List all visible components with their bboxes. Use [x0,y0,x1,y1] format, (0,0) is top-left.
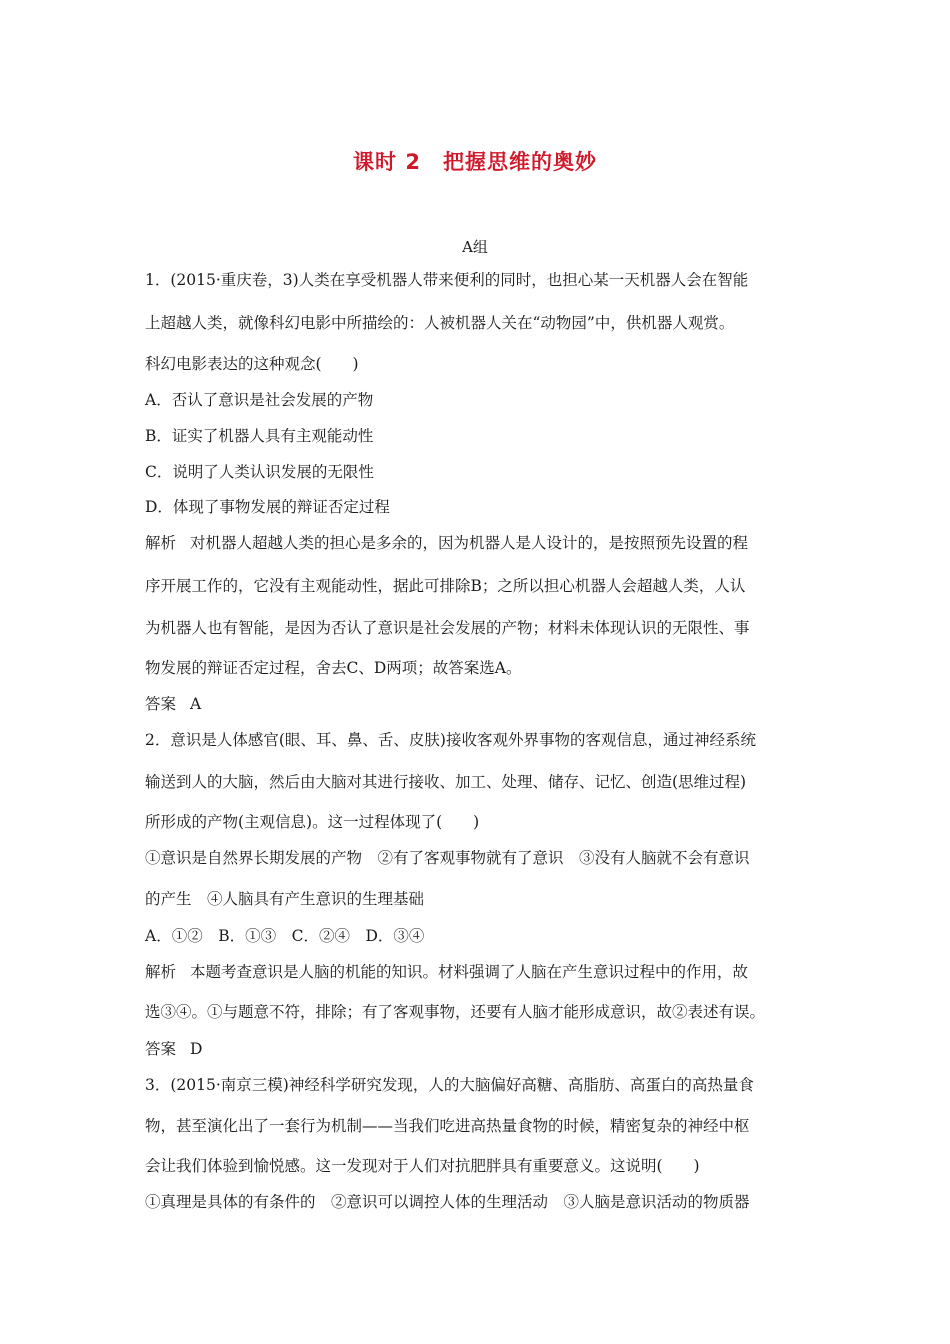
q3-item-line: ①真理是具体的有条件的 ②意识可以调控人体的生理活动 ③人脑是意识活动的物质器 [145,1193,750,1211]
page-title: 课时 2 把握思维的奥妙 [353,150,597,174]
q1-analysis-line: 序开展工作的，它没有主观能动性，据此可排除B；之所以担心机器人会超越人类，人认 [145,577,746,595]
q1-option-a: A．否认了意识是社会发展的产物 [145,391,374,409]
q1-analysis-line: 物发展的辩证否定过程，舍去C、D两项；故答案选A。 [145,659,522,677]
q3-stem-line: 3．(2015·南京三模)神经科学研究发现，人的大脑偏好高糖、高脂肪、高蛋白的高热量食 [145,1076,754,1094]
q1-option-b: B．证实了机器人具有主观能动性 [145,427,374,445]
q2-stem-line: 2．意识是人体感官(眼、耳、鼻、舌、皮肤)接收客观外界事物的客观信息，通过神经系统 [145,731,756,749]
q1-stem-line: 1．(2015·重庆卷，3)人类在享受机器人带来便利的同时，也担心某一天机器人会在智能 [145,271,749,289]
q3-stem-line: 会让我们体验到愉悦感。这一发现对于人们对抗肥胖具有重要意义。这说明( ) [145,1157,700,1175]
q2-stem-line: 所形成的产物(主观信息)。这一过程体现了( ) [145,813,480,831]
q2-options: A．①② B．①③ C．②④ D．③④ [145,927,425,945]
q1-option-c: C．说明了人类认识发展的无限性 [145,463,374,481]
analysis-label: 解析 [145,534,177,552]
q1-stem-line: 科幻电影表达的这种观念( ) [145,355,359,373]
q2-item-line: ①意识是自然界长期发展的产物 ②有了客观事物就有了意识 ③没有人脑就不会有意识 [145,849,750,867]
group-heading: A组 [462,238,488,256]
q2-analysis-line: 解析 本题考查意识是人脑的机能的知识。材料强调了人脑在产生意识过程中的作用，故 [145,963,749,981]
q1-option-d: D．体现了事物发展的辩证否定过程 [145,498,390,516]
q1-answer: 答案 A [145,695,202,713]
q3-stem-line: 物，甚至演化出了一套行为机制——当我们吃进高热量食物的时候，精密复杂的神经中枢 [145,1117,750,1135]
q1-stem-line: 上超越人类，就像科幻电影中所描绘的：人被机器人关在“动物园”中，供机器人观赏。 [145,314,735,332]
q1-analysis-line: 为机器人也有智能，是因为否认了意识是社会发展的产物；材料未体现认识的无限性、事 [145,619,750,637]
analysis-label: 解析 [145,963,177,981]
q2-answer: 答案 D [145,1040,203,1058]
q2-stem-line: 输送到人的大脑，然后由大脑对其进行接收、加工、处理、储存、记忆、创造(思维过程) [145,773,747,791]
answer-label: 答案 [145,1040,177,1058]
q2-analysis-line: 选③④。①与题意不符，排除；有了客观事物，还要有人脑才能形成意识，故②表述有误。 [145,1003,766,1021]
q1-analysis-line: 解析 对机器人超越人类的担心是多余的，因为机器人是人设计的，是按照预先设置的程 [145,534,749,552]
q2-item-line: 的产生 ④人脑具有产生意识的生理基础 [145,890,425,908]
answer-label: 答案 [145,695,177,713]
